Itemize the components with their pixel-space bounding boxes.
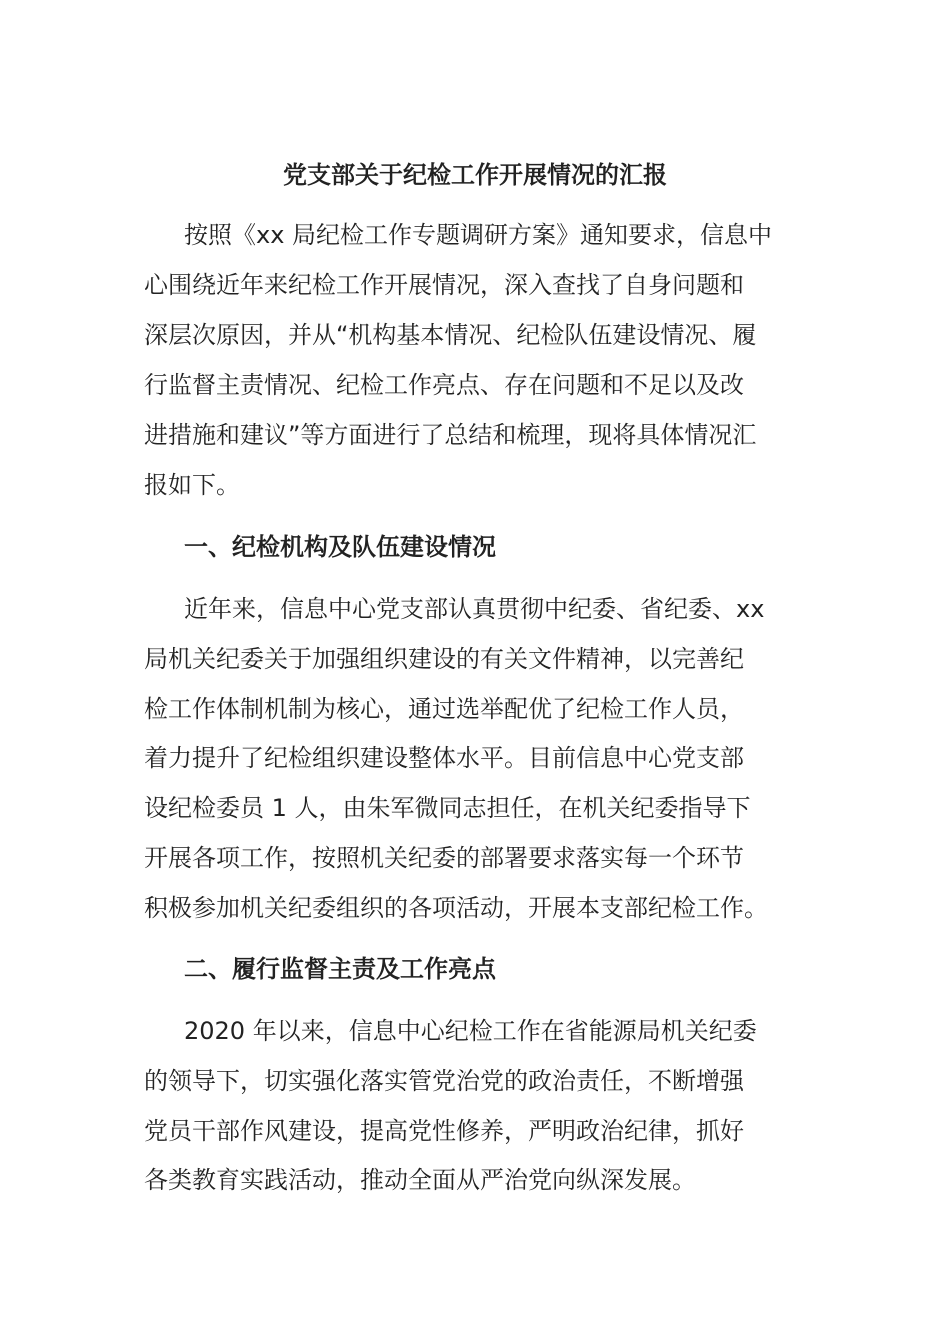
section-heading-1: 一、纪检机构及队伍建设情况 (184, 533, 496, 561)
intro-line: 报如下。 (144, 471, 240, 499)
section1-line: 着力提升了纪检组织建设整体水平。目前信息中心党支部 (144, 744, 744, 772)
intro-line: 行监督主责情况、纪检工作亮点、存在问题和不足以及改 (144, 371, 744, 399)
section-heading-2: 二、履行监督主责及工作亮点 (184, 955, 496, 983)
section2-line: 各类教育实践活动，推动全面从严治党向纵深发展。 (144, 1166, 696, 1194)
intro-line: 按照《xx 局纪检工作专题调研方案》通知要求，信息中 (184, 221, 773, 249)
section2-line: 党员干部作风建设，提高党性修养，严明政治纪律，抓好 (144, 1117, 744, 1145)
section2-line: 的领导下，切实强化落实管党治党的政治责任，不断增强 (144, 1067, 744, 1095)
intro-line: 深层次原因，并从“机构基本情况、纪检队伍建设情况、履 (144, 321, 757, 349)
section1-line: 检工作体制机制为核心，通过选举配优了纪检工作人员， (144, 695, 744, 723)
document-title: 党支部关于纪检工作开展情况的汇报 (283, 161, 667, 189)
section1-line: 设纪检委员 1 人，由朱军微同志担任，在机关纪委指导下 (144, 794, 751, 822)
section1-line: 开展各项工作，按照机关纪委的部署要求落实每一个环节 (144, 844, 744, 872)
section1-line: 积极参加机关纪委组织的各项活动，开展本支部纪检工作。 (144, 894, 768, 922)
section1-line: 局机关纪委关于加强组织建设的有关文件精神，以完善纪 (144, 645, 744, 673)
intro-line: 进措施和建议”等方面进行了总结和梳理，现将具体情况汇 (144, 421, 757, 449)
section2-line: 2020 年以来，信息中心纪检工作在省能源局机关纪委 (184, 1017, 757, 1045)
section1-line: 近年来，信息中心党支部认真贯彻中纪委、省纪委、xx (184, 595, 765, 623)
intro-line: 心围绕近年来纪检工作开展情况，深入查找了自身问题和 (144, 271, 744, 299)
